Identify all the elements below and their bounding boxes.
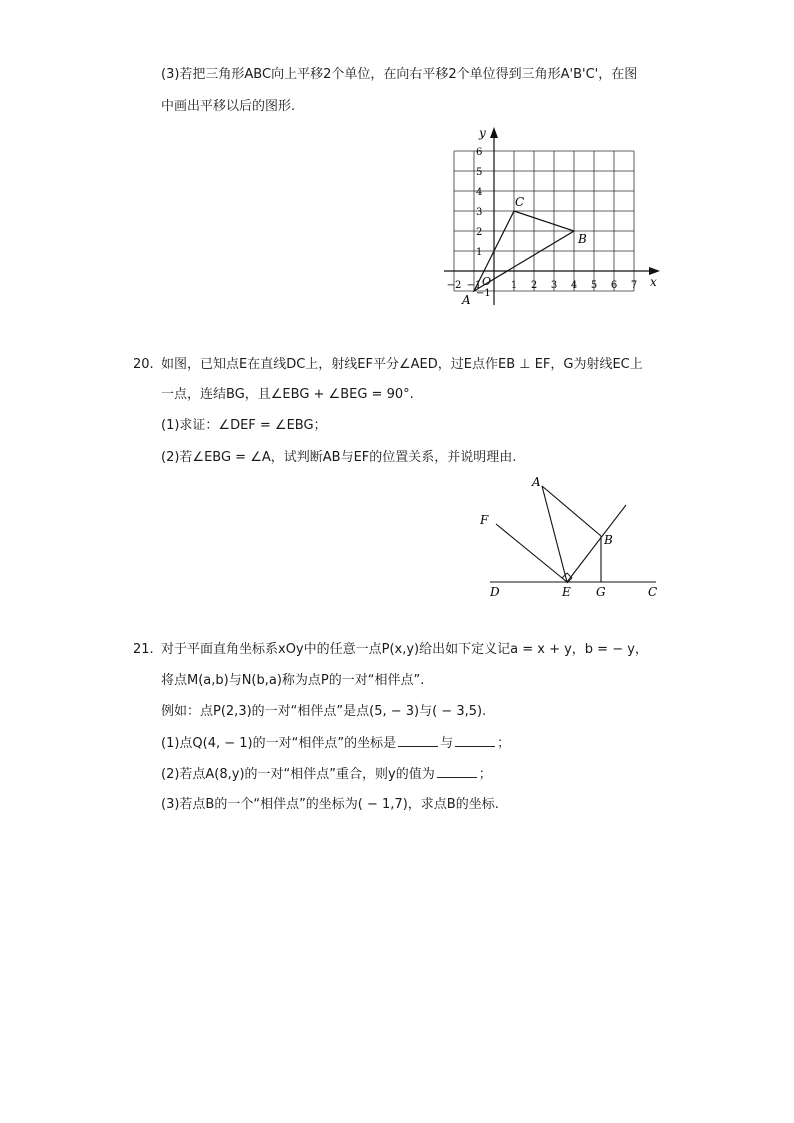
y-tick-label: 3 <box>476 207 483 218</box>
x-tick-label: 1 <box>510 280 518 291</box>
y-tick-label: 5 <box>476 167 483 178</box>
segment-ea <box>542 486 567 582</box>
q21-part3: (3)若点B的一个“相伴点”的坐标为( − 1,7)，求点B的坐标. <box>161 797 499 812</box>
ray-ef <box>496 524 567 582</box>
q21-part2 <box>161 765 492 784</box>
x-tick-label: 6 <box>610 280 618 291</box>
origin-label: O <box>482 275 492 288</box>
label-a: A <box>532 475 541 489</box>
q21-part2-end: ； <box>478 767 492 782</box>
x-tick-label: −2 <box>446 280 462 291</box>
y-tick-label: −1 <box>476 288 491 299</box>
q20-part1: (1)求证：∠DEF = ∠EBG； <box>161 418 327 433</box>
x-tick-label: 5 <box>590 280 598 291</box>
vertex-c-label: C <box>515 195 525 209</box>
q21-part1-end: ； <box>497 736 511 751</box>
q21-part1-mid: 与 <box>440 736 454 751</box>
ray-eb <box>567 505 626 582</box>
x-tick-label: 3 <box>550 280 558 291</box>
answer-blank[interactable] <box>398 734 438 747</box>
segment-ab <box>542 486 601 536</box>
q20-line2: 一点，连结BG，且∠EBG + ∠BEG = 90°. <box>161 387 414 402</box>
answer-blank[interactable] <box>437 765 477 778</box>
vertex-a-label: A <box>462 293 471 307</box>
y-tick-label: 1 <box>476 247 483 258</box>
q21-part1 <box>161 734 510 753</box>
q21-number: 21. <box>133 642 154 657</box>
coordinate-grid-figure <box>438 125 668 310</box>
y-tick-label: 4 <box>476 187 483 198</box>
y-tick-label: 6 <box>476 147 483 158</box>
y-axis-label: y <box>479 126 486 140</box>
q21-line2: 将点M(a,b)与N(b,a)称为点P的一对“相伴点”. <box>161 673 425 688</box>
x-tick-label: 4 <box>570 280 578 291</box>
label-c: C <box>648 585 658 599</box>
label-g: G <box>596 585 606 599</box>
x-tick-label: −1 <box>466 280 482 291</box>
q21-line1: 对于平面直角坐标系xOy中的任意一点P(x,y)给出如下定义记a = x + y，b = − y， <box>161 642 648 657</box>
q21-example: 例如：点P(2,3)的一对“相伴点”是点(5, − 3)与( − 3,5). <box>161 704 487 719</box>
geometry-figure <box>476 472 676 602</box>
label-f: F <box>480 513 489 527</box>
q19-part3-line2: 中画出平移以后的图形. <box>161 99 296 114</box>
label-d: D <box>490 585 500 599</box>
y-axis-arrow <box>490 127 498 138</box>
vertex-b-label: B <box>578 232 587 246</box>
x-tick-label: 7 <box>630 280 638 291</box>
answer-blank[interactable] <box>455 734 495 747</box>
label-e: E <box>562 585 571 599</box>
q19-part3-line1: (3)若把三角形ABC向上平移2个单位，在向右平移2个单位得到三角形A'B'C'，在图 <box>161 67 638 82</box>
q20-line1: 如图，已知点E在直线DC上，射线EF平分∠AED，过E点作EB ⊥ EF，G为射线EC上 <box>161 357 643 372</box>
q20-part2: (2)若∠EBG = ∠A，试判断AB与EF的位置关系，并说明理由. <box>161 450 517 465</box>
q21-part2-text: (2)若点A(8,y)的一对“相伴点”重合，则y的值为 <box>161 767 435 782</box>
x-axis-label: x <box>650 275 657 289</box>
label-b: B <box>604 533 613 547</box>
x-axis-arrow <box>649 267 660 275</box>
y-tick-label: 2 <box>476 227 483 238</box>
q21-part1-text: (1)点Q(4, − 1)的一对“相伴点”的坐标是 <box>161 736 397 751</box>
q20-number: 20. <box>133 357 154 372</box>
x-tick-label: 2 <box>530 280 538 291</box>
